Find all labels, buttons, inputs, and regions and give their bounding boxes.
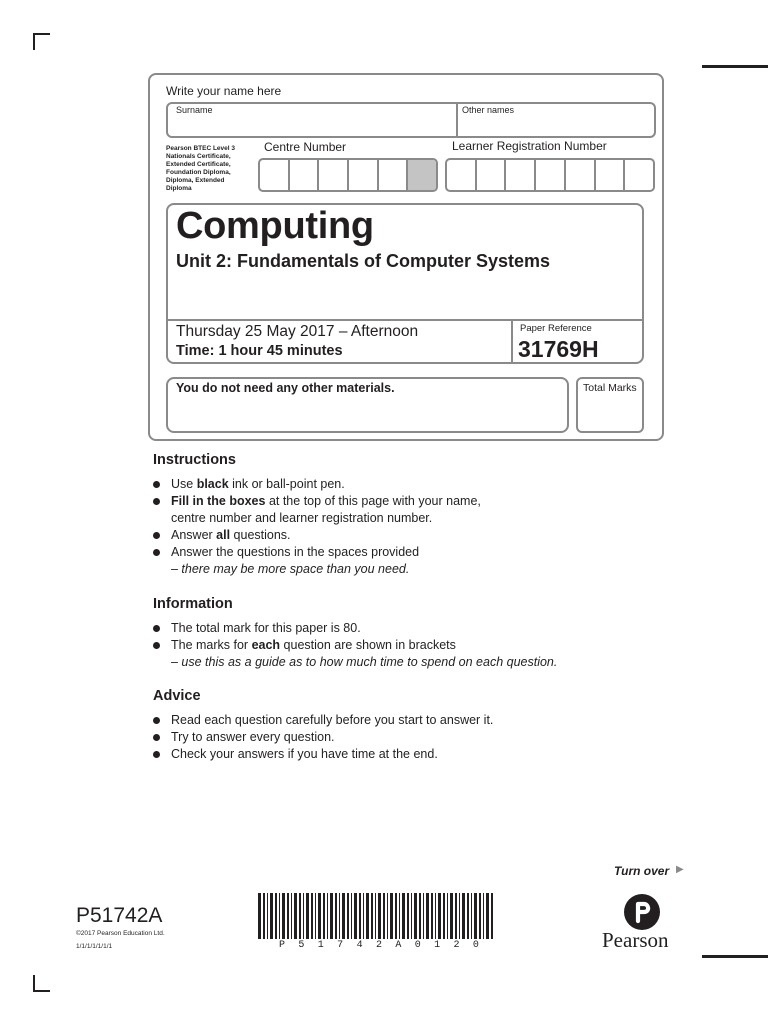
crop-mark-top [33,33,50,35]
list-item-continuation [153,510,481,527]
centre-number-label: Centre Number [264,140,347,154]
barcode-character: 2 [375,940,382,951]
list-text: – use this as a guide as to how much time to spend on each question. [171,655,558,669]
qualification-line: Nationals Certificate, [166,153,231,160]
barcode-bar [399,893,400,939]
list-text: Read each question carefully before you start to answer it. [171,713,494,727]
barcode-character: P [279,940,286,951]
list-text: Use [171,477,197,491]
barcode-bar [407,893,409,939]
digit-box[interactable] [447,160,477,190]
digit-box[interactable] [625,160,653,190]
barcode-bar [467,893,469,939]
digit-box[interactable] [566,160,596,190]
barcode-bar [387,893,388,939]
barcode-bar [294,893,297,939]
qualification-line: Diploma [166,185,192,192]
barcode-bar [299,893,301,939]
emphasis-text: each [251,638,281,652]
list-item-continuation [153,561,481,578]
pearson-p-glyph [624,894,660,930]
barcode-bar [263,893,265,939]
barcode-bar [318,893,321,939]
unit-title: Unit 2: Fundamentals of Computer Systems [176,251,551,271]
exam-duration: Time: 1 hour 45 minutes [176,343,343,359]
barcode-bar [330,893,333,939]
list-text: The marks for [171,638,252,652]
qualification-line: Foundation Diploma, [166,169,231,176]
barcode-bar [311,893,313,939]
list-item [153,712,493,729]
qualification-line: Diploma, Extended [166,177,225,184]
copyright-notice: ©2017 Pearson Education Ltd. [76,930,165,937]
digit-box[interactable] [379,160,409,190]
barcode-bar [371,893,373,939]
margin-rule-bottom [702,955,768,958]
barcode-character: 2 [453,940,460,951]
materials-box [166,377,569,433]
centre-number-grid[interactable] [258,158,438,192]
name-fields [166,102,656,138]
barcode-character: 1 [317,940,324,951]
barcode-bar [395,893,397,939]
barcode-character: 0 [414,940,421,951]
barcode-bar [455,893,457,939]
qualification-line: Extended Certificate, [166,161,231,168]
barcode-bar [447,893,448,939]
paper-reference-code: 31769H [518,336,599,362]
list-text: centre number and learner registration number. [171,511,433,525]
batch-code: 1/1/1/1/1/1/1 [76,943,113,950]
list-text: Check your answers if you have time at the end. [171,747,438,761]
barcode-bar [414,893,417,939]
barcode-bar [390,893,393,939]
materials-note: You do not need any other materials. [176,381,395,395]
barcode-character: 5 [298,940,305,951]
list-text: at the top of this page with your name, [265,494,481,508]
crop-mark-top [33,33,35,50]
cover-box [148,73,664,441]
pearson-logo-icon [624,894,660,930]
barcode-bar [438,893,441,939]
paper-reference-label: Paper Reference [520,323,592,334]
title-divider [168,319,642,321]
digit-box[interactable] [536,160,566,190]
instructions-heading: Instructions [153,452,236,468]
barcode-bar [479,893,481,939]
barcode-bar [435,893,436,939]
learner-registration-label: Learner Registration Number [452,139,607,153]
barcode-character: 0 [472,940,479,951]
list-text: The total mark for this paper is 80. [171,621,361,635]
barcode-bar [431,893,433,939]
barcode-bar [462,893,465,939]
total-marks-box[interactable] [576,377,644,433]
barcode-bar [423,893,424,939]
barcode-bar [258,893,261,939]
advice-heading: Advice [153,688,201,704]
list-item [153,476,481,493]
qualification-list [166,145,258,193]
barcode-bar [335,893,337,939]
digit-box[interactable] [596,160,626,190]
total-marks-label: Total Marks [583,382,637,394]
list-item [153,493,481,510]
list-text: question are shown in brackets [280,638,456,652]
barcode-bar [279,893,280,939]
list-item [153,620,557,637]
barcode-bar [363,893,364,939]
list-text: – there may be more space than you need. [171,562,410,576]
barcode-bar [291,893,292,939]
pearson-logo-text: Pearson [602,928,669,952]
subject-title: Computing [176,205,374,247]
list-item [153,637,557,654]
emphasis-text: Fill in the boxes [171,494,266,508]
barcode-character: 7 [337,940,344,951]
digit-box[interactable] [506,160,536,190]
barcode-bar [327,893,328,939]
digit-box[interactable] [477,160,507,190]
barcode-bar [342,893,345,939]
barcode-character: 1 [434,940,441,951]
barcode-bar [359,893,361,939]
barcode-bar [383,893,385,939]
barcode-bar [443,893,445,939]
exam-date: Thursday 25 May 2017 – Afternoon [176,323,419,340]
list-text: Answer the questions in the spaces provided [171,545,420,559]
list-text: ink or ball-point pen. [228,477,345,491]
barcode-character: A [395,940,402,951]
barcode-bar [366,893,369,939]
barcode-bar [282,893,285,939]
barcode-bar [411,893,412,939]
reference-divider [511,319,513,362]
barcode-character: 4 [356,940,363,951]
list-item [153,729,493,746]
title-box [166,203,644,364]
othernames-label: Other names [462,105,515,115]
crop-mark-bottom [33,990,50,992]
digit-box[interactable] [319,160,349,190]
barcode-bar [471,893,472,939]
barcode-bar [351,893,352,939]
list-text: questions. [230,528,291,542]
barcode-bar [459,893,460,939]
barcode-bar [426,893,429,939]
digit-box[interactable] [260,160,290,190]
barcode-bar [354,893,357,939]
name-lead-text: Write your name here [166,84,282,98]
paper-code: P51742A [76,904,163,927]
barcode-bar [323,893,325,939]
barcode-bar [483,893,484,939]
barcode-bar [450,893,453,939]
advice-list [153,712,493,763]
barcode-bar [270,893,273,939]
barcode-caption [279,940,479,951]
barcode-bar [267,893,268,939]
barcode-bar [339,893,340,939]
learner-registration-grid[interactable] [445,158,655,192]
barcode-bar [375,893,376,939]
barcode-bar [419,893,421,939]
barcode-image [258,893,496,939]
list-text: Answer [171,528,217,542]
barcode-bar [275,893,277,939]
emphasis-text: all [216,528,231,542]
qualification-line: Pearson BTEC Level 3 [166,145,235,152]
margin-rule-top [702,65,768,68]
barcode-bar [306,893,309,939]
barcode-bar [287,893,289,939]
information-list [153,620,557,671]
list-item-continuation [153,654,557,671]
turn-over-label: Turn over [614,864,670,878]
barcode-bar [315,893,316,939]
list-item [153,527,481,544]
information-heading: Information [153,596,233,612]
barcode-bar [491,893,493,939]
digit-box[interactable] [349,160,379,190]
instructions-list [153,476,481,578]
barcode-bar [378,893,381,939]
emphasis-text: black [196,477,229,491]
name-divider [456,104,458,136]
list-text: Try to answer every question. [171,730,335,744]
turn-over-arrow-icon: ▶ [676,864,684,875]
barcode-bar [474,893,477,939]
list-item [153,746,493,763]
digit-box[interactable] [408,160,436,190]
barcode-bar [303,893,304,939]
list-item [153,544,481,561]
surname-label: Surname [176,105,213,115]
barcode-bar [347,893,349,939]
barcode-bar [486,893,489,939]
digit-box[interactable] [290,160,320,190]
barcode-bar [402,893,405,939]
